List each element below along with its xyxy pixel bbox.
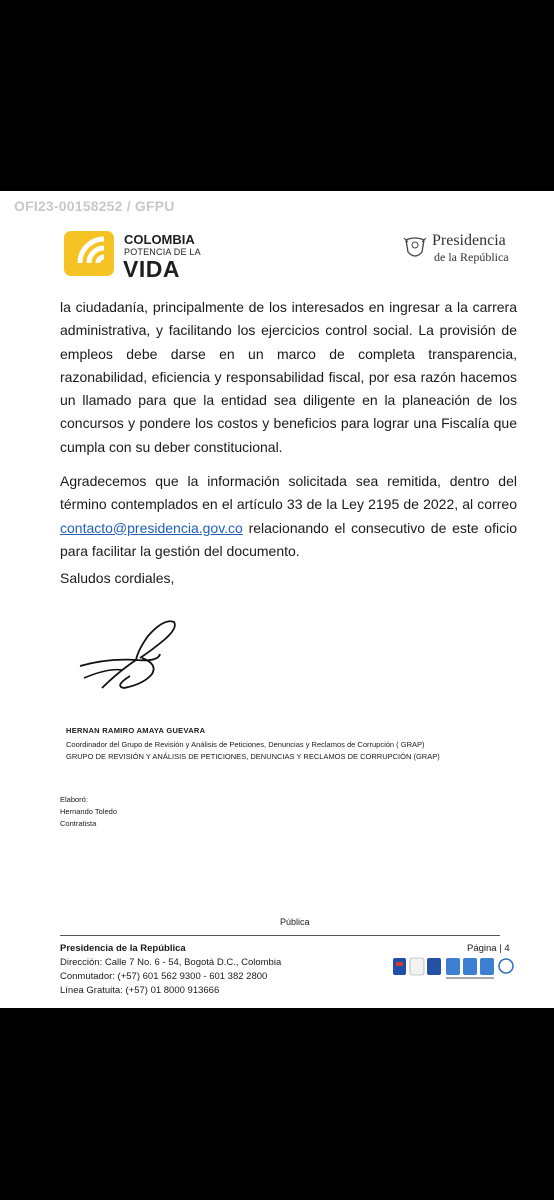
email-link[interactable]: contacto@presidencia.gov.co [60,519,243,536]
paragraph-body-2 [60,470,517,563]
signer-group: GRUPO DE REVISIÓN Y ANÁLISIS DE PETICIONES, DENUNCIAS Y RECLAMOS DE CORRUPCIÓN (GRAP) [66,752,440,761]
logo-text-potencia: POTENCIA DE LA [124,247,201,257]
classification-label: Pública [280,917,310,927]
prepared-name: Hernando Toledo [60,807,117,816]
presidencia-title: Presidencia [432,232,506,249]
signer-name: HERNAN RAMIRO AMAYA GUEVARA [66,726,206,735]
signer-role: Coordinador del Grupo de Revisión y Análisis de Peticiones, Denuncias y Reclamos de Corrupción ( GRAP) [66,740,425,749]
footer-address: Dirección: Calle 7 No. 6 - 54, Bogotá D.C., Colombia [60,957,282,968]
presidencia-logo [402,232,532,266]
prepared-role: Contratista [60,819,97,828]
salutation: Saludos cordiales, [60,570,175,586]
logo-text-vida: VIDA [123,256,180,282]
logo-mark-icon [64,231,114,276]
colombia-potencia-logo [64,231,214,282]
page-number: Página | 4 [467,943,510,954]
paragraph-body-1: la ciudadanía, principalmente de los interesados en ingresar a la carrera administrativa, y facilitando los ejercicios control social. La provisión de empleos debe darse en un marco de completa transparencia, razonabilidad, eficiencia y responsabilidad fiscal, por esa razón hacemos un llamado para que la entidad sea diligente en la planeación de los concursos y pondere los costos y beneficios para lograr una Fiscalía que cumpla con su deber constitucional. [60,299,517,455]
footer-phone: Conmutador: (+57) 601 562 9300 - 601 382 2800 [60,971,268,982]
paragraph-2-text-a: Agradecemos que la información solicitada sea remitida, dentro del término contemplados en el artículo 33 de la Ley 2195 de 2022, al correo [60,473,517,513]
prepared-label: Elaboró: [60,795,88,804]
handwritten-signature [78,614,184,698]
footer-entity: Presidencia de la República [60,943,186,954]
presidencia-subtitle: de la República [434,250,509,264]
footer-tollfree: Línea Gratuita: (+57) 01 8000 913666 [60,985,220,996]
logo-text-colombia: COLOMBIA [124,232,195,247]
presidencia-seal-icon [402,234,428,262]
paragraph-2-text-b: relacionando el consecutivo de este oficio para facilitar la gestión del documento. [60,519,517,559]
certification-badges [393,956,518,986]
document-reference: OFI23-00158252 / GFPU [14,198,175,214]
footer-divider [60,935,500,936]
document-page [0,191,554,1008]
